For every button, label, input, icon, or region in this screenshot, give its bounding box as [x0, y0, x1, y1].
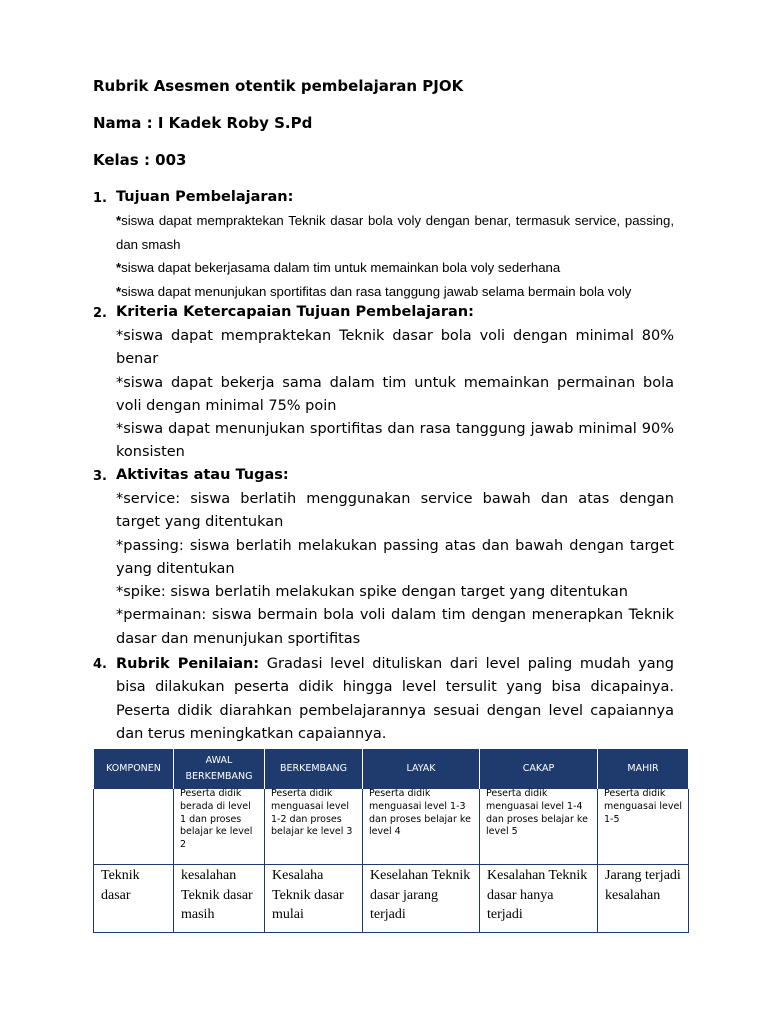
- table-cell: Kesalaha Teknik dasar mulai: [265, 865, 363, 933]
- table-cell: Peserta didik berada di level 1 dan proses belajar ke level 2: [174, 789, 265, 865]
- table-row: [94, 865, 689, 933]
- table-cell: Kesalahan Teknik dasar hanya terjadi: [480, 865, 598, 933]
- column-header: CAKAP: [480, 749, 598, 789]
- column-header: LAYAK: [363, 749, 480, 789]
- section-number: 4.: [93, 657, 107, 672]
- section-number: 3.: [93, 469, 107, 484]
- table-cell: kesalahan Teknik dasar masih: [174, 865, 265, 933]
- table-cell: Peserta didik menguasai level 1-5: [598, 789, 689, 865]
- table-cell: Peserta didik menguasai level 1-3 dan proses belajar ke level 4: [363, 789, 480, 865]
- document-title: Rubrik Asesmen otentik pembelajaran PJOK: [93, 77, 464, 95]
- table-header-row: [94, 749, 689, 789]
- column-header: AWAL BERKEMBANG: [174, 749, 265, 789]
- teacher-name: Nama : I Kadek Roby S.Pd: [93, 114, 313, 132]
- list-item: *siswa dapat menunjukan sportifitas dan rasa tanggung jawab minimal 90% konsisten: [116, 421, 674, 461]
- list-item: *service: siswa berlatih menggunakan service bawah dan atas dengan target yang ditentukan: [116, 491, 674, 531]
- section-title: Rubrik Penilaian:: [116, 656, 260, 672]
- section-text: Gradasi level dituliskan dari level paling mudah yang bisa dilakukan peserta didik hingga level tersulit yang bisa dicapainya. Peserta didik diarahkan pembelajarannya sesuai dengan level capaiannya dan terus meningkatkan capaiannya.: [116, 656, 675, 742]
- table-row: [94, 789, 689, 865]
- table-cell: Keselahan Teknik dasar jarang terjadi: [363, 865, 480, 933]
- list-item: *siswa dapat menunjukan sportifitas dan rasa tanggung jawab selama bermain bola voly: [116, 283, 632, 299]
- table-cell: Jarang terjadi kesalahan: [598, 865, 689, 933]
- section-number: 1.: [93, 191, 107, 206]
- section-title: Aktivitas atau Tugas:: [116, 467, 289, 483]
- rubric-table: [93, 749, 689, 933]
- section-title: Tujuan Pembelajaran:: [116, 189, 294, 205]
- section-list: [116, 325, 674, 465]
- table-cell: [94, 789, 174, 865]
- section-paragraph: [116, 653, 674, 746]
- list-item: *siswa dapat mempraktekan Teknik dasar bola voly dengan benar, termasuk service, passing, dan smash: [116, 213, 674, 252]
- column-header: MAHIR: [598, 749, 689, 789]
- section-title: Kriteria Ketercapaian Tujuan Pembelajaran:: [116, 304, 474, 320]
- list-item: *passing: siswa berlatih melakukan passing atas dan bawah dengan target yang ditentukan: [116, 537, 674, 577]
- column-header: BERKEMBANG: [265, 749, 363, 789]
- list-item: *siswa dapat bekerja sama dalam tim untuk memainkan permainan bola voli dengan minimal 75% poin: [116, 374, 674, 414]
- table-cell: Peserta didik menguasai level 1-2 dan proses belajar ke level 3: [265, 789, 363, 865]
- class-label: Kelas : 003: [93, 151, 187, 169]
- list-item: *permainan: siswa bermain bola voli dalam tim dengan menerapkan Teknik dasar dan menunjukan sportifitas: [116, 607, 674, 647]
- table-cell: Peserta didik menguasai level 1-4 dan proses belajar ke level 5: [480, 789, 598, 865]
- column-header: KOMPONEN: [94, 749, 174, 789]
- section-list: [116, 488, 674, 651]
- table-cell: Teknik dasar: [94, 865, 174, 933]
- list-item: *siswa dapat bekerjasama dalam tim untuk memainkan bola voly sederhana: [116, 260, 561, 275]
- list-item: *siswa dapat mempraktekan Teknik dasar bola voli dengan minimal 80% benar: [116, 328, 674, 368]
- list-item: *spike: siswa berlatih melakukan spike dengan target yang ditentukan: [116, 584, 628, 601]
- section-list: [116, 209, 674, 303]
- section-number: 2.: [93, 306, 107, 321]
